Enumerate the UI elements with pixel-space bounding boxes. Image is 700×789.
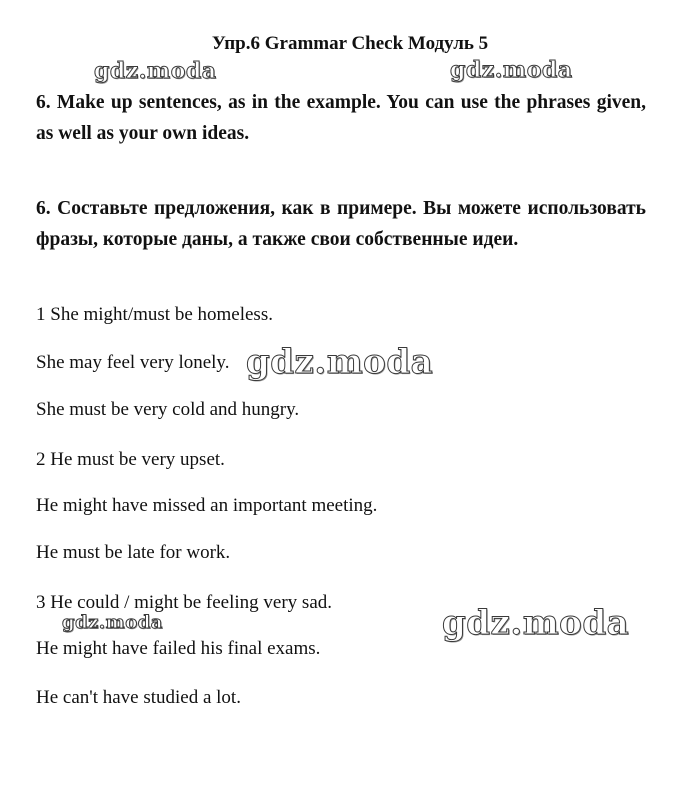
watermark-logo: gdz.moda xyxy=(62,612,163,633)
watermark-logo: gdz.moda xyxy=(450,57,573,83)
answer-line-1: 1 She might/must be homeless. xyxy=(36,304,273,325)
answer-line-9: He can't have studied a lot. xyxy=(36,687,241,708)
task-russian: 6. Составьте предложения, как в примере. Вы можете использовать фразы, которые даны, а также свои собственные идеи. xyxy=(36,198,646,250)
answer-line-3: She must be very cold and hungry. xyxy=(36,399,300,420)
answer-line-5: He might have missed an important meeting. xyxy=(36,495,378,516)
answer-line-6: He must be late for work. xyxy=(36,542,231,563)
answer-line-8: He might have failed his final exams. xyxy=(36,638,321,659)
answer-line-4: 2 He must be very upset. xyxy=(36,449,225,470)
answer-line-7: 3 He could / might be feeling very sad. xyxy=(36,592,333,613)
task-english: 6. Make up sentences, as in the example. You can use the phrases given, as well as your own ideas. xyxy=(36,92,646,144)
watermark-logo: gdz.moda xyxy=(442,603,630,643)
page-title: Упр.6 Grammar Check Модуль 5 xyxy=(211,33,489,54)
answer-line-2: She may feel very lonely. xyxy=(36,352,230,373)
watermark-logo: gdz.moda xyxy=(246,342,434,382)
watermark-logo: gdz.moda xyxy=(94,58,217,84)
